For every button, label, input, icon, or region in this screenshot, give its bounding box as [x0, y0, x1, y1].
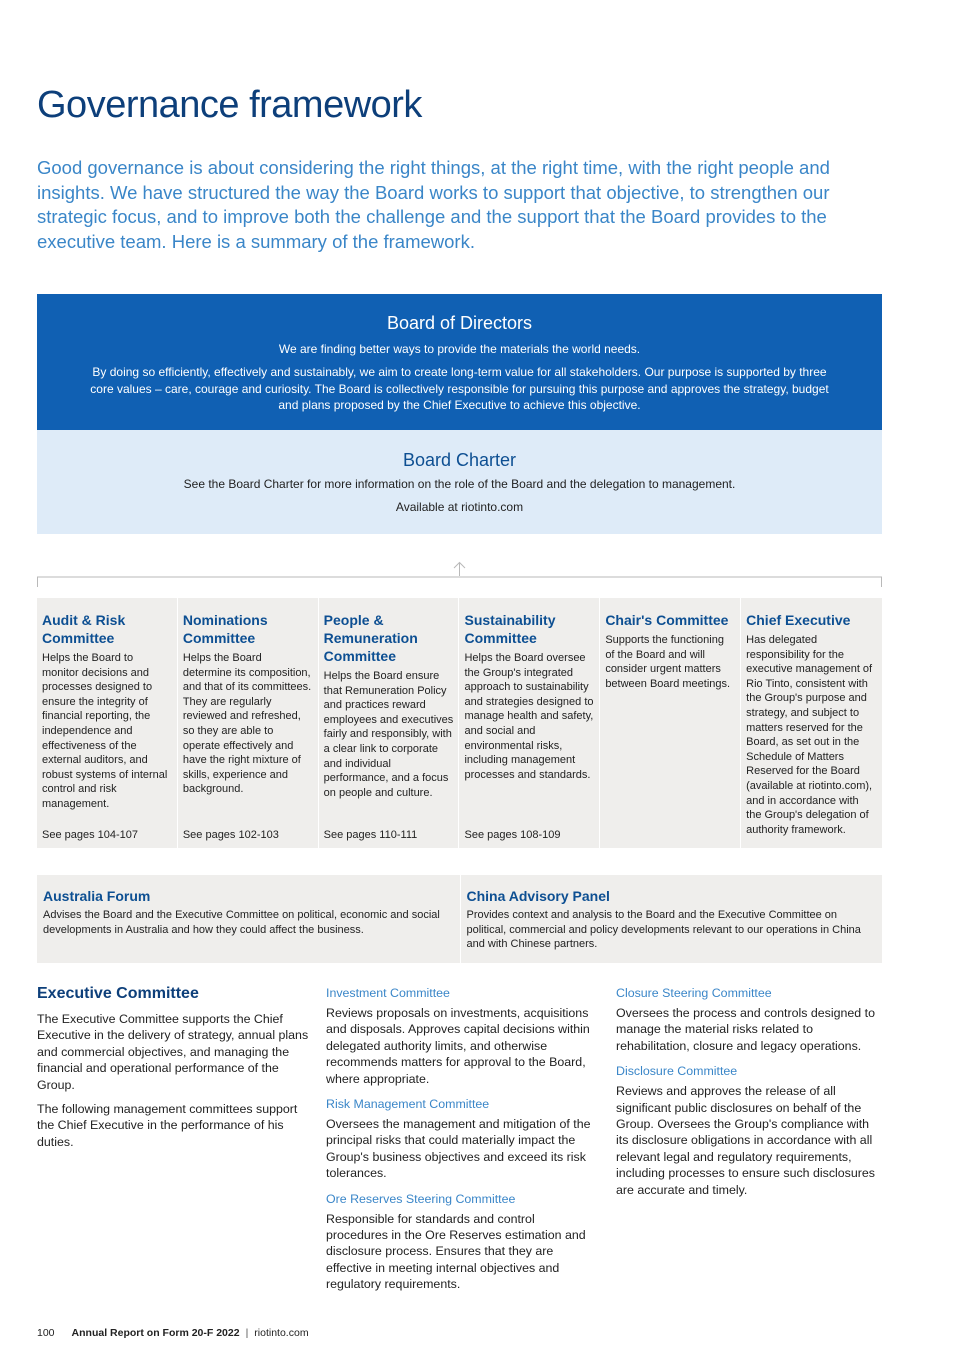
connector-bracket-line	[38, 577, 882, 587]
committee-description: Helps the Board ensure that Remuneration Policy and practices reward employees and executives fairly and responsibly, with a clear link to corporate and individual performance, and a focus on people and culture.	[323, 670, 454, 799]
management-committees-column	[616, 985, 884, 1207]
forum-description: Advises the Board and the Executive Committee on political, economic and social developments in Australia and how they could affect the business.	[43, 909, 440, 936]
management-committee-risk	[326, 1096, 594, 1182]
management-committee-description: Responsible for standards and control procedures in the Ore Reserves estimation and disclosure process. Ensures that they are effective in meeting internal objectives and regulatory requirements.	[326, 1211, 586, 1292]
committee-description: Helps the Board determine its composition, and that of its committees. They are regularly reviewed and refreshed, so they are able to operate effectively and have the right mixture of skills, experience and background.	[182, 652, 312, 796]
forum-name: China Advisory Panel	[466, 888, 610, 904]
advisory-forums-row	[37, 875, 882, 963]
board-subtitle: We are finding better ways to provide the materials the world needs.	[278, 342, 641, 356]
committee-chairs	[600, 598, 741, 848]
intro-paragraph: Good governance is about considering the right things, at the right time, with the right people and insights. We have structured the way the Board works to support that objective, to strengthen our strategic focus, and to improve both the challenge and the support that the Board provides to the executive team. Here is a summary of the framework.	[37, 157, 830, 252]
page-footer	[37, 1327, 309, 1339]
management-committee-disclosure	[616, 1063, 884, 1198]
management-committee-closure	[616, 985, 884, 1054]
forum-name: Australia Forum	[43, 888, 151, 904]
management-committee-investment	[326, 985, 594, 1087]
committee-page-reference[interactable]: See pages 110-111	[323, 829, 418, 841]
committee-page-reference[interactable]: See pages 104-107	[42, 829, 139, 841]
management-committee-description: Oversees the process and controls designed to manage the material risks related to rehabilitation, closure and legacy operations.	[616, 1006, 875, 1053]
committee-chief-executive	[741, 598, 882, 848]
forum-china-advisory-panel	[460, 875, 883, 963]
page-title: Governance framework	[37, 84, 422, 126]
committee-sustainability	[459, 598, 600, 848]
management-committee-description: Oversees the management and mitigation of the principal risks that could materially impact the Group's business objectives and exceed its risk tolerances.	[326, 1117, 591, 1181]
footer-separator: |	[245, 1327, 249, 1339]
forum-description: Provides context and analysis to the Board and the Executive Committee on political, commercial and policy developments relevant to our operations in China and with Chinese partners.	[466, 909, 861, 951]
board-committees-row	[37, 598, 882, 848]
executive-committee-section	[37, 985, 309, 1150]
charter-link[interactable]: Available at riotinto.com	[395, 500, 524, 514]
connector-bracket	[37, 560, 882, 590]
charter-title: Board Charter	[402, 450, 517, 470]
management-committee-name: Risk Management Committee	[326, 1097, 490, 1112]
management-committee-name: Closure Steering Committee	[616, 986, 772, 1000]
management-committee-description: Reviews proposals on investments, acquisitions and disposals. Approves capital decisions within delegated authority limits, and otherwise recommends matters for approval to the Board, where appropriate.	[326, 1006, 590, 1086]
management-committee-description: Reviews and approves the release of all significant public disclosures on behalf of the Group. Oversees the Group's compliance with its disclosure obligations in accordance with all relevant legal and regulatory requirements, including processes to ensure such disclosures are accurate and timely.	[616, 1084, 875, 1197]
board-title: Board of Directors	[386, 313, 533, 333]
management-committee-name: Ore Reserves Steering Committee	[326, 1191, 516, 1206]
committee-description: Helps the Board to monitor decisions and processes designed to ensure the integrity of financial reporting, the independence and effectiveness of the external auditors, and robust systems of internal control and risk management.	[42, 652, 168, 810]
committee-name: Chief Executive	[746, 612, 851, 628]
executive-committee-title: Executive Committee	[37, 985, 199, 1002]
committee-audit-risk	[37, 598, 178, 848]
committee-page-reference[interactable]: See pages 102-103	[182, 829, 279, 841]
website-link[interactable]: riotinto.com	[254, 1327, 309, 1339]
committee-description: Helps the Board oversee the Group's integrated approach to sustainability and strategies designed to manage health and safety, and social and environmental risks, including management processes and standards.	[464, 652, 594, 781]
management-committee-name: Disclosure Committee	[616, 1064, 738, 1079]
committee-name: Nominations Committee	[182, 612, 268, 646]
committee-description: Supports the functioning of the Board and will consider urgent matters between Board meetings.	[605, 634, 731, 690]
document-title: Annual Report on Form 20-F 2022	[71, 1327, 240, 1339]
executive-committee-paragraph: The following management committees support the Chief Executive in the performance of his duties.	[37, 1102, 298, 1149]
board-charter-box	[37, 430, 882, 534]
committee-description: Has delegated responsibility for the executive management of Rio Tinto, consistent with the Group's purpose and strategy, and subject to matters reserved for the Board, as set out in the Schedule of Matters Reserved for the Board (available at riotinto.com), and in accordance with the Group's delegation of authority framework.	[746, 634, 873, 836]
committee-name: Chair's Committee	[605, 612, 729, 628]
page-number: 100	[37, 1327, 55, 1339]
committee-name: Audit & Risk Committee	[42, 612, 126, 646]
board-description: By doing so efficiently, effectively and sustainably, we aim to create long-term value for all stakeholders. Our purpose is supported by three core values – care, courage and curiosity. The Board is collectively responsible for pursuing this purpose and approves the strategy, budget and plans proposed by the Chief Executive to achieve this objective.	[90, 365, 829, 412]
forum-australia	[37, 875, 460, 963]
executive-committee-paragraph: The Executive Committee supports the Chief Executive in the delivery of strategy, annual plans and commercial objectives, and managing the financial and operational performance of the Group.	[37, 1012, 309, 1092]
management-committees-column	[326, 985, 594, 1302]
board-of-directors-box	[37, 294, 882, 430]
committee-name: People & Remuneration Committee	[323, 612, 418, 664]
committee-people-remuneration	[319, 598, 460, 848]
management-committee-ore-reserves	[326, 1191, 594, 1293]
management-committee-name: Investment Committee	[326, 986, 450, 1000]
committee-page-reference[interactable]: See pages 108-109	[464, 829, 561, 841]
charter-description: See the Board Charter for more information on the role of the Board and the delegation to management.	[183, 477, 736, 491]
committee-nominations	[178, 598, 319, 848]
committee-name: Sustainability Committee	[464, 612, 556, 646]
